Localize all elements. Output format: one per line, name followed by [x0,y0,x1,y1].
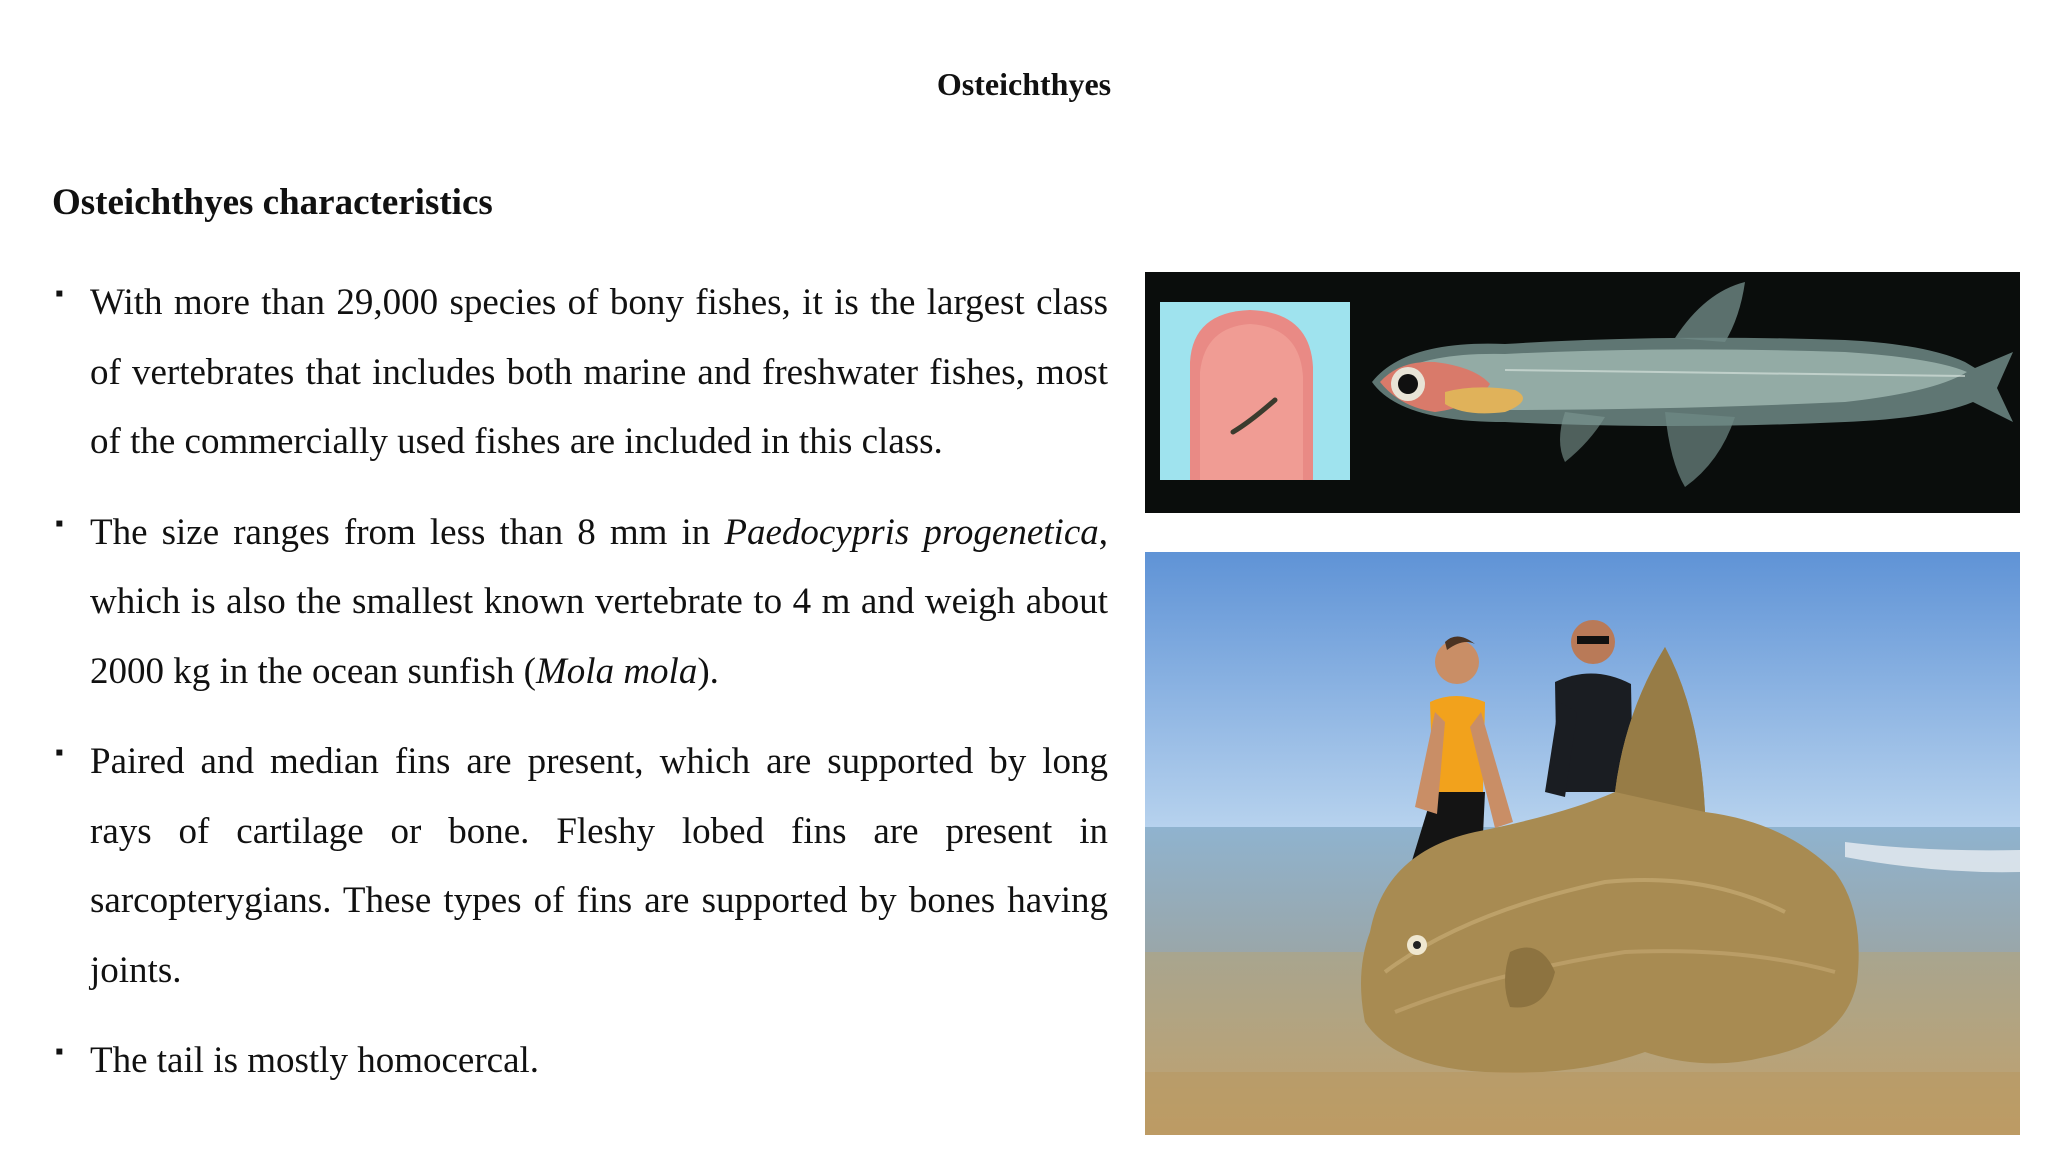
bullet-list [52,268,1108,1117]
bullet-item [52,498,1108,707]
sunfish-illustration [1145,552,2020,1135]
bullet-marker-icon: ▪ [55,740,64,766]
bullet-text: The tail is mostly homocercal. [90,1040,540,1081]
bullet-text: The size ranges from less than 8 mm in [90,511,725,553]
species-name: Paedocypris progenetica [724,511,1099,553]
section-heading: Osteichthyes characteristics [52,182,493,223]
bullet-marker-icon: ▪ [55,510,64,537]
bullet-text: With more than 29,000 species of bony fishes, it is the largest class of vertebrates that includes both marine and freshwater fishes, most of the commercially used fishes are included in this class. [90,282,1108,462]
bullet-marker-icon: ▪ [55,281,64,307]
bullet-item [52,1026,1108,1096]
bullet-marker-icon: ▪ [55,1039,64,1065]
paedocypris-photo [1145,272,2020,513]
bullet-item [52,268,1108,477]
ocean-sunfish-photo [1145,552,2020,1135]
paedocypris-illustration [1145,272,2020,513]
bullet-text: ). [697,650,719,692]
page-title: Osteichthyes [936,66,1112,102]
bullet-item [52,727,1108,1005]
species-name: Mola mola [535,650,698,692]
bullet-text: , which is also the smallest known vertebrate to 4 m and weigh about 2000 kg in the ocean sunfish ( [90,511,1108,692]
bullet-text: Paired and median fins are present, which are supported by long rays of cartilage or bone. Fleshy lobed fins are present in sarcopterygians. These types of fins are supported by bones having joints. [90,741,1108,991]
